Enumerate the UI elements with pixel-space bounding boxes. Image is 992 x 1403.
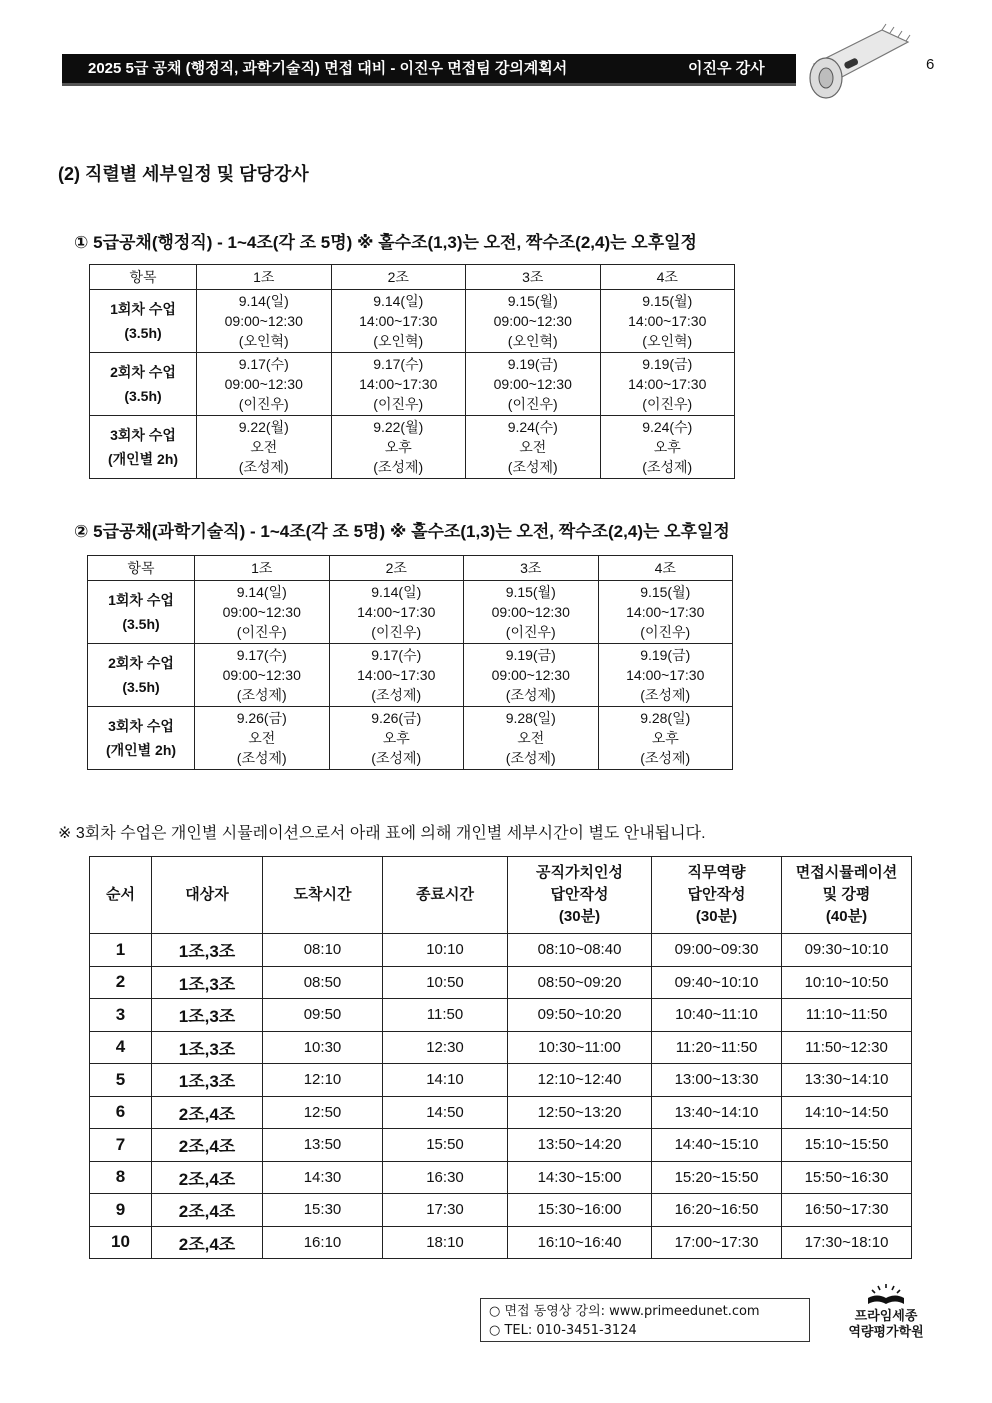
schedule-cell-line: 09:00~12:30 [493, 313, 572, 329]
time-cell: 16:10 [263, 1226, 383, 1259]
schedule-cell-line: (조성제) [236, 750, 287, 766]
schedule-cell-line: 09:00~12:30 [222, 604, 301, 620]
time-cell: 15:20~15:50 [652, 1161, 782, 1194]
schedule-cell-line: (이진우) [238, 396, 289, 412]
schedule-table-science [87, 555, 733, 770]
schedule-cell [464, 707, 599, 770]
time-cell: 11:20~11:50 [652, 1031, 782, 1064]
time-cell: 16:20~16:50 [652, 1194, 782, 1227]
times-column-header [263, 857, 383, 934]
table-row [90, 934, 912, 967]
schedule-cell-line: (이진우) [507, 396, 558, 412]
schedule-cell-line: 09:00~12:30 [491, 667, 570, 683]
time-cell: 16:10~16:40 [508, 1226, 652, 1259]
time-cell: 17:30~18:10 [782, 1226, 912, 1259]
footer-website: ○ 면접 동영상 강의: www.primeedunet.com [489, 1304, 760, 1319]
row-header [90, 290, 197, 353]
table-body [88, 581, 733, 770]
schedule-cell [598, 644, 733, 707]
order-cell: 8 [90, 1161, 152, 1194]
time-cell: 09:50~10:20 [508, 999, 652, 1032]
times-header-line: (30분) [695, 908, 738, 925]
time-cell: 10:10~10:50 [782, 966, 912, 999]
time-cell: 12:50~13:20 [508, 1096, 652, 1129]
schedule-cell-line: 14:00~17:30 [628, 313, 707, 329]
schedule-cell-line: (오인혁) [507, 333, 558, 349]
schedule-cell-line: (이진우) [505, 624, 556, 640]
time-cell: 18:10 [383, 1226, 508, 1259]
logo-text-line2: 역량평가학원 [848, 1324, 924, 1339]
table-row [90, 1064, 912, 1097]
group-cell: 2조,4조 [152, 1096, 263, 1129]
row-header-line: 3회차 수업 [110, 427, 176, 443]
time-cell: 09:30~10:10 [782, 934, 912, 967]
order-cell: 2 [90, 966, 152, 999]
table-row [90, 353, 735, 416]
schedule-cell-line: 9.14(일) [371, 584, 422, 600]
schedule-cell-line: 9.22(월) [373, 419, 424, 435]
schedule-cell [466, 290, 601, 353]
group-cell: 1조,3조 [152, 934, 263, 967]
times-header-line: 도착시간 [293, 886, 352, 903]
schedule-cell-line: (조성제) [373, 459, 424, 475]
schedule-cell-line: (조성제) [640, 750, 691, 766]
schedule-table-admin [89, 264, 735, 479]
time-cell: 11:50 [383, 999, 508, 1032]
table-row [90, 1194, 912, 1227]
schedule-cell-line: (오인혁) [373, 333, 424, 349]
schedule-cell-line: 9.24(수) [507, 419, 558, 435]
time-cell: 10:10 [383, 934, 508, 967]
schedule-cell-line: (조성제) [507, 459, 558, 475]
time-cell: 11:10~11:50 [782, 999, 912, 1032]
times-header-line: 답안작성 [550, 886, 609, 903]
row-header [90, 353, 197, 416]
time-cell: 16:30 [383, 1161, 508, 1194]
times-column-header [782, 857, 912, 934]
schedule-cell-line: (조성제) [505, 750, 556, 766]
scroll-icon [806, 20, 916, 100]
schedule-cell [195, 644, 330, 707]
schedule-cell-line: 오전 [519, 439, 547, 455]
time-cell: 14:30 [263, 1161, 383, 1194]
times-column-header [90, 857, 152, 934]
table-row [90, 416, 735, 479]
table-row [90, 290, 735, 353]
schedule-cell-line: 09:00~12:30 [222, 667, 301, 683]
time-cell: 15:30 [263, 1194, 383, 1227]
academy-logo [836, 1284, 936, 1354]
schedule-cell-line: 14:00~17:30 [626, 604, 705, 620]
schedule-cell-line: 9.26(금) [236, 710, 287, 726]
schedule-cell [466, 416, 601, 479]
row-header-line: (3.5h) [124, 388, 162, 404]
times-header-line: 답안작성 [687, 886, 746, 903]
table-row [90, 1096, 912, 1129]
time-cell: 13:50 [263, 1129, 383, 1162]
column-header: 3조 [466, 265, 601, 290]
schedule-cell [331, 353, 466, 416]
column-header: 항목 [90, 265, 197, 290]
time-cell: 12:10 [263, 1064, 383, 1097]
schedule-cell-line: 9.17(수) [373, 356, 424, 372]
time-cell: 09:00~09:30 [652, 934, 782, 967]
column-header: 4조 [600, 265, 735, 290]
column-header: 2조 [329, 556, 464, 581]
schedule-cell-line: 09:00~12:30 [493, 376, 572, 392]
times-column-header [508, 857, 652, 934]
schedule-cell-line: 9.19(금) [507, 356, 558, 372]
order-cell: 9 [90, 1194, 152, 1227]
schedule-cell-line: 9.19(금) [642, 356, 693, 372]
schedule-cell-line: 09:00~12:30 [224, 313, 303, 329]
table-row [90, 1031, 912, 1064]
time-cell: 15:30~16:00 [508, 1194, 652, 1227]
schedule-cell [197, 353, 332, 416]
table-body [90, 290, 735, 479]
times-column-header [152, 857, 263, 934]
group-cell: 2조,4조 [152, 1194, 263, 1227]
column-header: 1조 [195, 556, 330, 581]
schedule-cell-line: 오후 [382, 730, 410, 746]
schedule-cell-line: (조성제) [238, 459, 289, 475]
schedule-cell-line: 9.14(일) [238, 293, 289, 309]
schedule-cell [195, 707, 330, 770]
schedule-cell-line: 9.14(일) [373, 293, 424, 309]
schedule-cell-line: 9.17(수) [371, 647, 422, 663]
schedule-cell-line: 9.14(일) [236, 584, 287, 600]
time-cell: 12:30 [383, 1031, 508, 1064]
schedule-cell-line: (이진우) [640, 624, 691, 640]
schedule-cell-line: 14:00~17:30 [628, 376, 707, 392]
time-cell: 08:50~09:20 [508, 966, 652, 999]
table2-title: ② 5급공채(과학기술직) - 1~4조(각 조 5명) ※ 홀수조(1,3)는 오전, 짝수조(2,4)는 오후일정 [74, 522, 730, 541]
time-cell: 13:30~14:10 [782, 1064, 912, 1097]
schedule-cell [600, 353, 735, 416]
schedule-cell-line: 09:00~12:30 [491, 604, 570, 620]
group-cell: 2조,4조 [152, 1226, 263, 1259]
time-cell: 14:50 [383, 1096, 508, 1129]
schedule-cell [464, 581, 599, 644]
schedule-cell-line: 9.22(월) [238, 419, 289, 435]
table-row [90, 1226, 912, 1259]
section-title: (2) 직렬별 세부일정 및 담당강사 [58, 164, 309, 184]
schedule-cell-line: 오후 [653, 439, 681, 455]
group-cell: 2조,4조 [152, 1161, 263, 1194]
schedule-cell-line: 09:00~12:30 [224, 376, 303, 392]
book-logo-icon [866, 1284, 906, 1308]
individual-time-table [89, 856, 912, 1259]
times-header-row [90, 857, 912, 934]
order-cell: 10 [90, 1226, 152, 1259]
row-header-line: (3.5h) [122, 679, 160, 695]
table-row [90, 999, 912, 1032]
note-text: ※ 3회차 수업은 개인별 시뮬레이션으로서 아래 표에 의해 개인별 세부시간이 별도 안내됩니다. [58, 825, 706, 842]
schedule-cell-line: (이진우) [236, 624, 287, 640]
schedule-cell [598, 707, 733, 770]
schedule-cell-line: (오인혁) [642, 333, 693, 349]
schedule-cell [464, 644, 599, 707]
time-cell: 14:40~15:10 [652, 1129, 782, 1162]
row-header [88, 644, 195, 707]
schedule-cell-line: (이진우) [373, 396, 424, 412]
time-cell: 17:30 [383, 1194, 508, 1227]
time-cell: 10:50 [383, 966, 508, 999]
times-header-line: 면접시뮬레이션 [795, 864, 898, 881]
time-cell: 14:30~15:00 [508, 1161, 652, 1194]
schedule-cell-line: 14:00~17:30 [359, 313, 438, 329]
row-header [90, 416, 197, 479]
header-title: 2025 5급 공채 (행정직, 과학기술직) 면접 대비 - 이진우 면접팀 강의계획서 [88, 60, 568, 77]
schedule-cell [600, 290, 735, 353]
schedule-cell [329, 707, 464, 770]
times-header-line: 직무역량 [687, 864, 746, 881]
schedule-cell-line: 9.26(금) [371, 710, 422, 726]
order-cell: 4 [90, 1031, 152, 1064]
schedule-cell-line: 오전 [250, 439, 278, 455]
times-header-line: 공직가치인성 [536, 864, 623, 881]
schedule-cell-line: 14:00~17:30 [357, 667, 436, 683]
schedule-cell [466, 353, 601, 416]
schedule-cell-line: 9.15(월) [505, 584, 556, 600]
schedule-cell [600, 416, 735, 479]
times-header-line: 및 강평 [822, 886, 871, 903]
group-cell: 1조,3조 [152, 1064, 263, 1097]
row-header-line: (개인별 2h) [105, 742, 177, 758]
schedule-cell [197, 416, 332, 479]
group-cell: 1조,3조 [152, 1031, 263, 1064]
row-header-line: (3.5h) [122, 616, 160, 632]
column-header: 3조 [464, 556, 599, 581]
time-cell: 11:50~12:30 [782, 1031, 912, 1064]
time-cell: 15:50~16:30 [782, 1161, 912, 1194]
times-header-line: 대상자 [185, 886, 229, 903]
column-header: 4조 [598, 556, 733, 581]
schedule-cell [195, 581, 330, 644]
schedule-cell-line: 오후 [651, 730, 679, 746]
footer-contact-box [480, 1298, 810, 1342]
schedule-cell [197, 290, 332, 353]
schedule-cell [331, 290, 466, 353]
footer-phone: ○ TEL: 010-3451-3124 [489, 1323, 637, 1338]
times-column-header [383, 857, 508, 934]
time-cell: 15:10~15:50 [782, 1129, 912, 1162]
time-cell: 14:10 [383, 1064, 508, 1097]
schedule-cell-line: (이진우) [642, 396, 693, 412]
schedule-cell-line: (조성제) [371, 687, 422, 703]
schedule-cell-line: (조성제) [371, 750, 422, 766]
schedule-cell-line: 14:00~17:30 [357, 604, 436, 620]
schedule-cell [331, 416, 466, 479]
header-bar [62, 54, 796, 86]
time-cell: 08:10~08:40 [508, 934, 652, 967]
schedule-cell-line: 9.17(수) [238, 356, 289, 372]
schedule-cell-line: 9.28(일) [640, 710, 691, 726]
schedule-cell [329, 644, 464, 707]
table-row [90, 1161, 912, 1194]
schedule-cell-line: 오후 [384, 439, 412, 455]
row-header-line: 1회차 수업 [108, 592, 174, 608]
schedule-cell-line: 9.15(월) [642, 293, 693, 309]
row-header-line: (3.5h) [124, 325, 162, 341]
column-header: 항목 [88, 556, 195, 581]
group-cell: 1조,3조 [152, 999, 263, 1032]
schedule-cell-line: 9.28(일) [505, 710, 556, 726]
group-cell: 2조,4조 [152, 1129, 263, 1162]
order-cell: 7 [90, 1129, 152, 1162]
schedule-cell-line: (오인혁) [238, 333, 289, 349]
time-cell: 10:30~11:00 [508, 1031, 652, 1064]
time-cell: 17:00~17:30 [652, 1226, 782, 1259]
times-body [90, 934, 912, 1259]
row-header-line: 2회차 수업 [108, 655, 174, 671]
table-header-row [90, 265, 735, 290]
time-cell: 12:50 [263, 1096, 383, 1129]
time-cell: 08:10 [263, 934, 383, 967]
row-header-line: 1회차 수업 [110, 301, 176, 317]
time-cell: 09:40~10:10 [652, 966, 782, 999]
time-cell: 13:40~14:10 [652, 1096, 782, 1129]
table-header-row [88, 556, 733, 581]
table1-title: ① 5급공채(행정직) - 1~4조(각 조 5명) ※ 홀수조(1,3)는 오전, 짝수조(2,4)는 오후일정 [74, 233, 697, 252]
order-cell: 3 [90, 999, 152, 1032]
table-row [88, 707, 733, 770]
times-header-line: 종료시간 [416, 886, 474, 903]
time-cell: 08:50 [263, 966, 383, 999]
schedule-cell [329, 581, 464, 644]
table-row [88, 581, 733, 644]
order-cell: 1 [90, 934, 152, 967]
time-cell: 10:40~11:10 [652, 999, 782, 1032]
schedule-cell-line: (이진우) [371, 624, 422, 640]
schedule-cell-line: 9.15(월) [507, 293, 558, 309]
logo-text-line1: 프라임세종 [854, 1308, 918, 1323]
time-cell: 14:10~14:50 [782, 1096, 912, 1129]
row-header-line: 2회차 수업 [110, 364, 176, 380]
schedule-cell-line: 14:00~17:30 [359, 376, 438, 392]
time-cell: 09:50 [263, 999, 383, 1032]
page-number: 6 [926, 56, 935, 73]
schedule-cell-line: 14:00~17:30 [626, 667, 705, 683]
table-row [90, 1129, 912, 1162]
column-header: 2조 [331, 265, 466, 290]
schedule-cell-line: 9.15(월) [640, 584, 691, 600]
times-header-line: (40분) [825, 908, 868, 925]
time-cell: 15:50 [383, 1129, 508, 1162]
schedule-cell [598, 581, 733, 644]
table-row [90, 966, 912, 999]
table-row [88, 644, 733, 707]
time-cell: 13:50~14:20 [508, 1129, 652, 1162]
time-cell: 12:10~12:40 [508, 1064, 652, 1097]
schedule-cell-line: (조성제) [236, 687, 287, 703]
row-header [88, 581, 195, 644]
order-cell: 5 [90, 1064, 152, 1097]
row-header-line: (개인별 2h) [107, 451, 179, 467]
times-column-header [652, 857, 782, 934]
schedule-cell-line: 9.24(수) [642, 419, 693, 435]
time-cell: 13:00~13:30 [652, 1064, 782, 1097]
schedule-cell-line: 9.19(금) [640, 647, 691, 663]
schedule-cell-line: 오전 [517, 730, 545, 746]
schedule-cell-line: 오전 [248, 730, 276, 746]
schedule-cell-line: 9.19(금) [505, 647, 556, 663]
header-instructor: 이진우 강사 [688, 60, 765, 77]
schedule-cell-line: 9.17(수) [236, 647, 287, 663]
schedule-cell-line: (조성제) [642, 459, 693, 475]
time-cell: 10:30 [263, 1031, 383, 1064]
row-header-line: 3회차 수업 [108, 718, 174, 734]
column-header: 1조 [197, 265, 332, 290]
order-cell: 6 [90, 1096, 152, 1129]
times-header-line: (30분) [558, 908, 601, 925]
schedule-cell-line: (조성제) [505, 687, 556, 703]
row-header [88, 707, 195, 770]
time-cell: 16:50~17:30 [782, 1194, 912, 1227]
group-cell: 1조,3조 [152, 966, 263, 999]
schedule-cell-line: (조성제) [640, 687, 691, 703]
times-header-line: 순서 [106, 886, 135, 903]
